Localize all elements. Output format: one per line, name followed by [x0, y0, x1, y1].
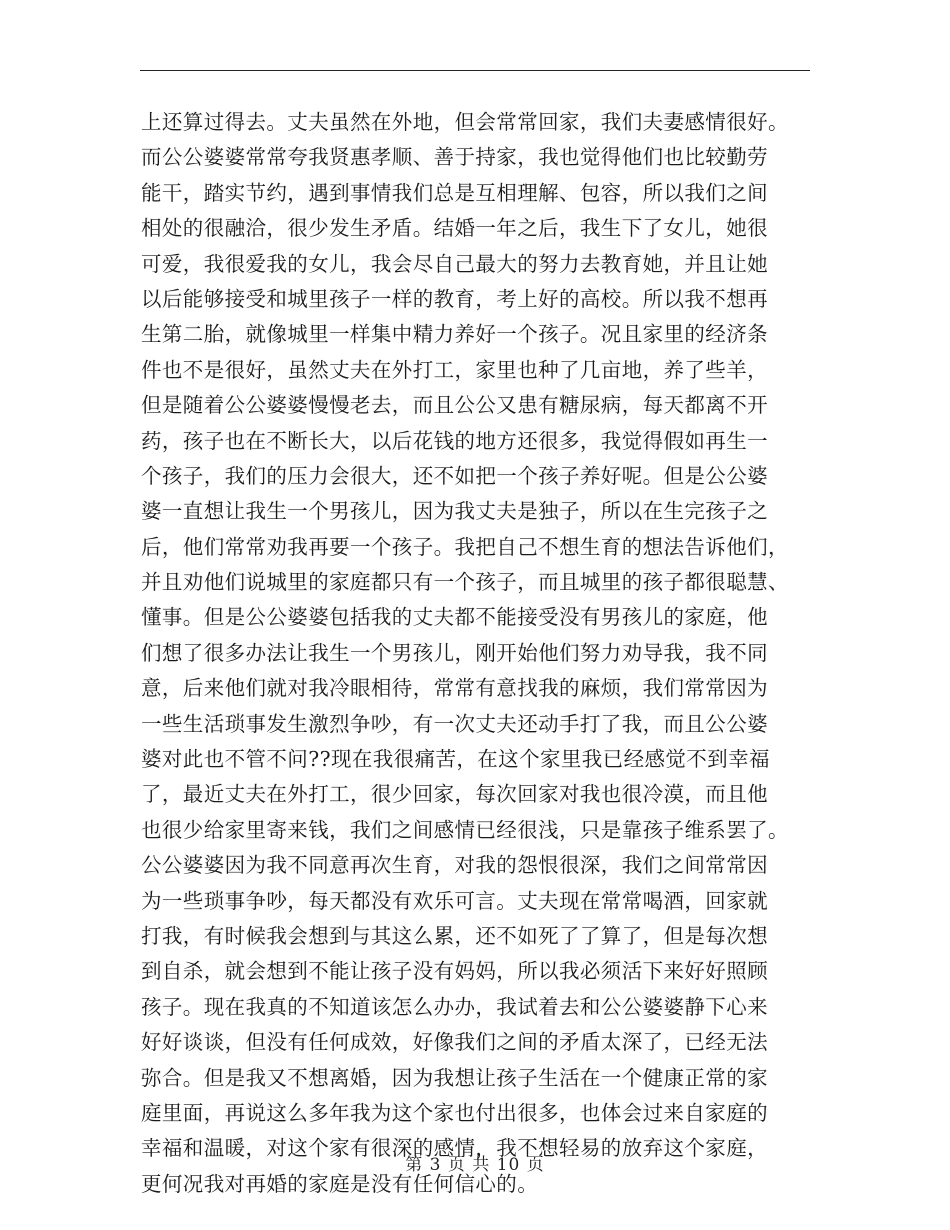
- text-line: 公公婆婆因为我不同意再次生育，对我的怨恨很深，我们之间常常因: [141, 853, 768, 878]
- text-line: 件也不是很好，虽然丈夫在外打工，家里也种了几亩地，养了些羊，: [141, 357, 768, 382]
- text-line: 懂事。但是公公婆婆包括我的丈夫都不能接受没有男孩儿的家庭，他: [141, 605, 768, 630]
- text-line: 好好谈谈，但没有任何成效，好像我们之间的矛盾太深了，已经无法: [141, 1030, 768, 1055]
- text-line: 上还算过得去。丈夫虽然在外地，但会常常回家，我们夫妻感情很好。: [141, 110, 789, 134]
- text-line: 可爱，我很爱我的女儿，我会尽自己最大的努力去教育她，并且让她: [141, 251, 768, 276]
- text-line: 也很少给家里寄来钱，我们之间感情已经很浅，只是靠孩子维系罢了。: [141, 817, 789, 842]
- text-line: 到自杀，就会想到不能让孩子没有妈妈，所以我必须活下来好好照顾: [141, 959, 768, 984]
- text-line: 后，他们常常劝我再要一个孩子。我把自己不想生育的想法告诉他们，: [141, 534, 789, 559]
- text-line: 一些生活琐事发生激烈争吵，有一次丈夫还动手打了我，而且公公婆: [141, 711, 768, 736]
- text-line: 们想了很多办法让我生一个男孩儿，刚开始他们努力劝导我，我不同: [141, 640, 768, 665]
- text-line: 而公公婆婆常常夸我贤惠孝顺、善于持家，我也觉得他们也比较勤劳: [141, 145, 768, 170]
- text-line: 意，后来他们就对我冷眼相待，常常有意找我的麻烦，我们常常因为: [141, 676, 768, 701]
- text-line: 相处的很融洽，很少发生矛盾。结婚一年之后，我生下了女儿，她很: [141, 216, 768, 241]
- text-line: 能干，踏实节约，遇到事情我们总是互相理解、包容，所以我们之间: [141, 180, 768, 205]
- text-line: 药，孩子也在不断长大，以后花钱的地方还很多，我觉得假如再生一: [141, 428, 768, 453]
- text-line: 幸福和温暖，对这个家有很深的感情，我不想轻易的放弃这个家庭，: [141, 1136, 768, 1161]
- text-line: 为一些琐事争吵，每天都没有欢乐可言。丈夫现在常常喝酒，回家就: [141, 888, 768, 913]
- text-line: 庭里面，再说这么多年我为这个家也付出很多，也体会过来自家庭的: [141, 1100, 768, 1125]
- text-line: 婆对此也不管不问??现在我很痛苦，在这个家里我已经感觉不到幸福: [141, 747, 770, 772]
- body-text: [141, 105, 821, 1202]
- text-line: 更何况我对再婚的家庭是没有任何信心的。: [141, 1171, 539, 1196]
- text-line: 打我，有时候我会想到与其这么累，还不如死了了算了，但是每次想: [141, 923, 768, 948]
- text-line: 以后能够接受和城里孩子一样的教育，考上好的高校。所以我不想再: [141, 286, 768, 311]
- text-line: 生第二胎，就像城里一样集中精力养好一个孩子。况且家里的经济条: [141, 322, 768, 347]
- text-line: 了，最近丈夫在外打工，很少回家，每次回家对我也很冷漠，而且他: [141, 782, 768, 807]
- text-line: 弥合。但是我又不想离婚，因为我想让孩子生活在一个健康正常的家: [141, 1065, 768, 1090]
- header-rule: [140, 70, 810, 71]
- text-line: 但是随着公公婆婆慢慢老去，而且公公又患有糖尿病，每天都离不开: [141, 393, 768, 418]
- text-line: 个孩子，我们的压力会很大，还不如把一个孩子养好呢。但是公公婆: [141, 463, 768, 488]
- text-line: 孩子。现在我真的不知道该怎么办办，我试着去和公公婆婆静下心来: [141, 994, 768, 1019]
- page-number: 第 3 页 共 10 页: [405, 1155, 545, 1175]
- text-line: 并且劝他们说城里的家庭都只有一个孩子，而且城里的孩子都很聪慧、: [141, 570, 789, 595]
- text-line: 婆一直想让我生一个男孩儿，因为我丈夫是独子，所以在生完孩子之: [141, 499, 768, 524]
